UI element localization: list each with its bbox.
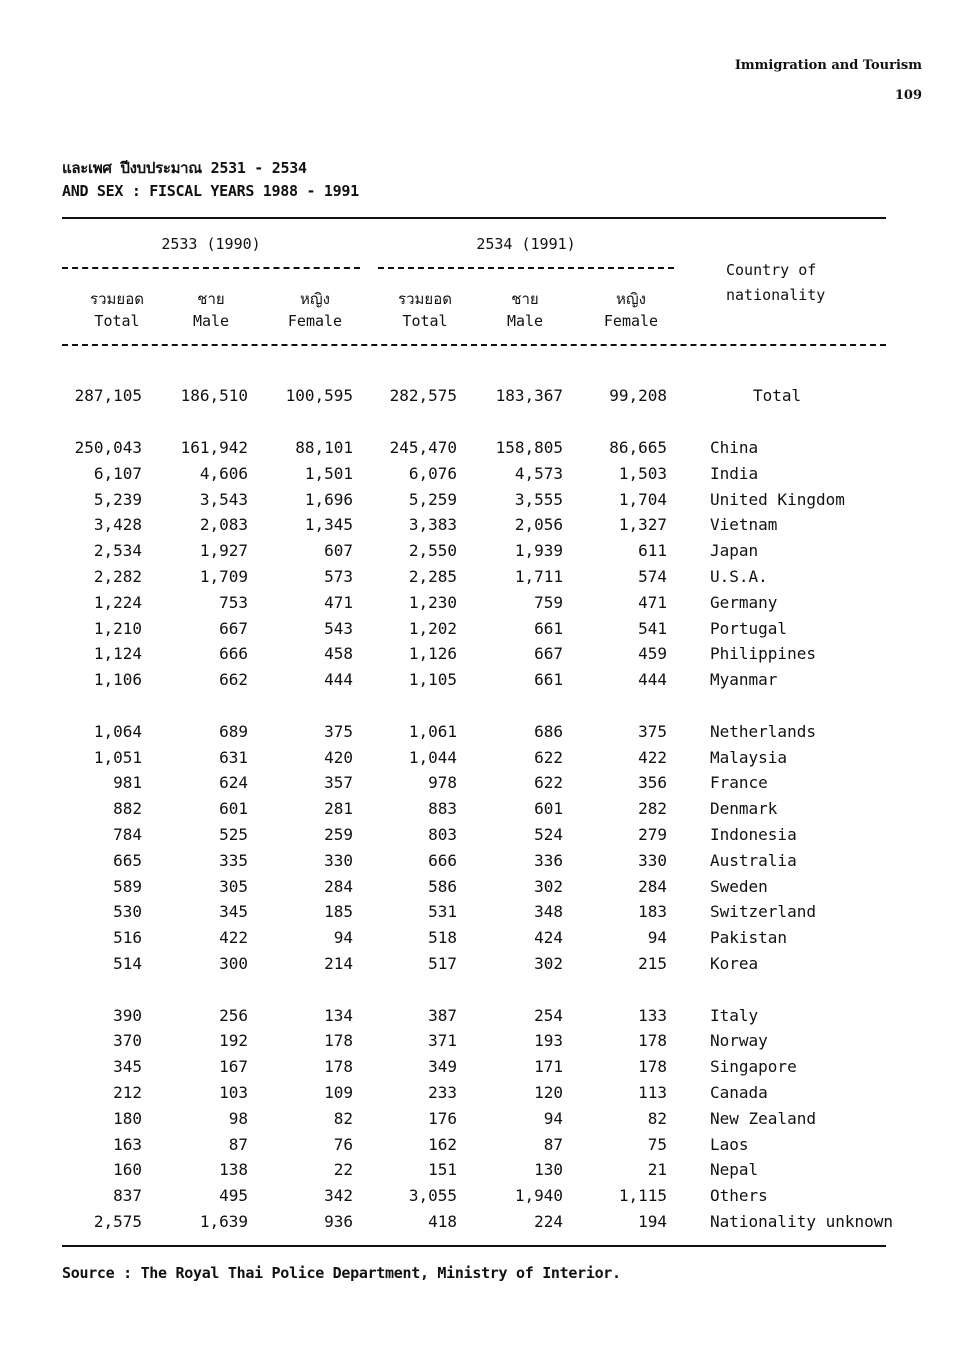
table-row [0, 1212, 966, 1236]
cell-total-1990: 5,239 [93, 489, 142, 509]
cell-male-1991: 171 [534, 1057, 563, 1077]
cell-country: United Kingdom [710, 489, 845, 509]
cell-country: Germany [710, 592, 778, 612]
cell-male-1990: 624 [219, 773, 248, 793]
cell-female-1991: 194 [638, 1212, 667, 1231]
cell-male-1990: 138 [219, 1160, 248, 1180]
cell-female-1990: 109 [324, 1083, 353, 1102]
cell-country: Malaysia [710, 747, 788, 767]
table-row [0, 799, 966, 823]
col-total-1990-thai: รวมยอด [90, 290, 144, 308]
cell-male-1990: 256 [219, 1005, 248, 1025]
cell-female-1991: 94 [647, 928, 667, 948]
cell-female-1990: 357 [324, 773, 353, 793]
cell-country: Myanmar [710, 670, 778, 690]
cell-total-1991: 978 [428, 773, 457, 793]
cell-total-1991: 3,383 [408, 515, 457, 535]
cell-male-1991: 348 [534, 902, 563, 922]
col-female-1990-thai: หญิง [300, 290, 330, 308]
col-male-1991-thai: ชาย [511, 290, 539, 308]
cell-country: Singapore [710, 1057, 797, 1077]
cell-male-1991: 601 [534, 799, 563, 819]
cell-male-1991: 302 [534, 954, 563, 973]
cell-female-1991: 1,115 [618, 1186, 667, 1206]
cell-male-1990: 3,543 [199, 489, 248, 509]
cell-male-1990: 192 [219, 1031, 248, 1051]
cell-country: India [710, 463, 759, 483]
cell-female-1990: 1,501 [304, 463, 353, 483]
cell-male-1991: 661 [534, 670, 563, 690]
col-male-1990: Male [192, 312, 230, 330]
cell-male-1991: 2,056 [514, 515, 563, 535]
group-header-1991: 2534 (1991) [476, 235, 576, 253]
cell-total-1990: 589 [113, 876, 142, 896]
cell-country: Canada [710, 1083, 768, 1102]
cell-female-1990: 22 [333, 1160, 353, 1180]
cell-male-1991: 224 [534, 1212, 563, 1231]
cell-country: Laos [710, 1134, 749, 1154]
cell-female-1991: 178 [638, 1031, 667, 1051]
cell-male-1990: 662 [219, 670, 248, 690]
cell-male-1990: 1,927 [199, 541, 248, 561]
cell-total-1990: 345 [113, 1057, 142, 1077]
cell-total-1991: 1,230 [408, 592, 457, 612]
cell-country: Sweden [710, 876, 768, 896]
cell-female-1991: 541 [638, 618, 667, 638]
cell-female-1991: 21 [647, 1160, 667, 1180]
cell-female-1990: 471 [324, 592, 353, 612]
page-number: 109 [894, 88, 922, 103]
col-male-1991: Male [506, 312, 544, 330]
cell-total-1990: 1,124 [93, 644, 142, 664]
cell-total-1990: 1,224 [93, 592, 142, 612]
cell-female-1991: 1,704 [618, 489, 667, 509]
cell-total-1990: 212 [113, 1083, 142, 1102]
cell-country: Total [753, 386, 802, 405]
cell-male-1991: 94 [543, 1108, 563, 1128]
cell-total-1991: 1,044 [408, 747, 457, 767]
cell-male-1991: 302 [534, 876, 563, 896]
table-row [0, 1135, 966, 1159]
cell-female-1991: 183 [638, 902, 667, 922]
cell-total-1990: 530 [113, 902, 142, 922]
cell-male-1991: 158,805 [495, 438, 563, 457]
cell-male-1991: 524 [534, 825, 563, 844]
cell-male-1990: 1,709 [199, 567, 248, 586]
table-row [0, 515, 966, 539]
table-row [0, 902, 966, 926]
cell-male-1991: 4,573 [514, 463, 563, 483]
cell-female-1991: 82 [647, 1108, 667, 1128]
table-row [0, 851, 966, 875]
cell-female-1990: 259 [324, 825, 353, 844]
col-female-1991: Female [603, 312, 659, 330]
cell-total-1991: 883 [428, 799, 457, 819]
col-total-1991: Total [402, 312, 448, 330]
cell-male-1990: 300 [219, 954, 248, 973]
table-row [0, 825, 966, 849]
cell-country: Australia [710, 850, 797, 870]
cell-total-1990: 2,282 [93, 567, 142, 586]
cell-female-1990: 281 [324, 799, 353, 819]
table-row [0, 773, 966, 797]
cell-female-1991: 375 [638, 721, 667, 741]
cell-country: Italy [710, 1005, 759, 1025]
col-country-line1: Country of [726, 261, 817, 279]
cell-total-1990: 370 [113, 1031, 142, 1051]
cell-country: Netherlands [710, 721, 816, 741]
cell-female-1991: 178 [638, 1057, 667, 1077]
cell-male-1991: 661 [534, 618, 563, 638]
cell-total-1991: 387 [428, 1005, 457, 1025]
cell-male-1991: 622 [534, 747, 563, 767]
cell-female-1991: 279 [638, 825, 667, 844]
cell-country: Denmark [710, 799, 778, 819]
cell-female-1991: 330 [638, 850, 667, 870]
cell-country: Pakistan [710, 928, 788, 948]
table-row [0, 722, 966, 746]
cell-female-1990: 82 [333, 1108, 353, 1128]
table-row [0, 1057, 966, 1081]
source-note: Source : The Royal Thai Police Department, Ministry of Interior. [62, 1264, 621, 1282]
cell-country: Philippines [710, 644, 816, 664]
table-row [0, 877, 966, 901]
cell-total-1990: 665 [113, 850, 142, 870]
cell-total-1991: 245,470 [389, 438, 457, 457]
cell-male-1991: 183,367 [495, 386, 563, 405]
cell-total-1991: 531 [428, 902, 457, 922]
cell-country: U.S.A. [710, 567, 768, 586]
cell-total-1991: 666 [428, 850, 457, 870]
cell-female-1991: 422 [638, 747, 667, 767]
cell-female-1990: 178 [324, 1057, 353, 1077]
table-row [0, 438, 966, 462]
cell-male-1990: 161,942 [180, 438, 248, 457]
cell-total-1991: 1,126 [408, 644, 457, 664]
cell-male-1991: 1,711 [514, 567, 563, 586]
cell-total-1991: 282,575 [389, 386, 457, 405]
cell-total-1990: 2,534 [93, 541, 142, 561]
table-row [0, 1160, 966, 1184]
cell-total-1991: 349 [428, 1057, 457, 1077]
cell-female-1991: 99,208 [609, 386, 667, 405]
cell-male-1990: 601 [219, 799, 248, 819]
cell-country: France [710, 773, 768, 793]
cell-male-1990: 1,639 [199, 1212, 248, 1231]
cell-female-1990: 1,345 [304, 515, 353, 535]
cell-female-1990: 100,595 [285, 386, 353, 405]
cell-total-1991: 1,105 [408, 670, 457, 690]
cell-total-1990: 514 [113, 954, 142, 973]
cell-female-1990: 444 [324, 670, 353, 690]
table-row [0, 567, 966, 591]
cell-total-1991: 3,055 [408, 1186, 457, 1206]
cell-female-1990: 1,696 [304, 489, 353, 509]
cell-total-1990: 882 [113, 799, 142, 819]
cell-female-1990: 330 [324, 850, 353, 870]
cell-female-1991: 282 [638, 799, 667, 819]
cell-total-1991: 518 [428, 928, 457, 948]
cell-male-1990: 186,510 [180, 386, 248, 405]
col-female-1991-thai: หญิง [616, 290, 646, 308]
cell-female-1990: 76 [333, 1134, 353, 1154]
cell-male-1990: 753 [219, 592, 248, 612]
col-female-1990: Female [287, 312, 343, 330]
cell-country: Portugal [710, 618, 788, 638]
cell-female-1990: 375 [324, 721, 353, 741]
cell-female-1990: 573 [324, 567, 353, 586]
cell-country: Nationality unknown [710, 1212, 894, 1231]
cell-female-1990: 420 [324, 747, 353, 767]
cell-total-1991: 586 [428, 876, 457, 896]
cell-female-1990: 185 [324, 902, 353, 922]
cell-female-1991: 356 [638, 773, 667, 793]
cell-total-1990: 1,051 [93, 747, 142, 767]
cell-total-1990: 1,210 [93, 618, 142, 638]
table-row [0, 464, 966, 488]
table-row [0, 670, 966, 694]
cell-total-1991: 803 [428, 825, 457, 844]
group-header-1990: 2533 (1990) [161, 235, 261, 253]
cell-total-1991: 6,076 [408, 463, 457, 483]
cell-female-1990: 458 [324, 644, 353, 664]
table-row [0, 1083, 966, 1107]
cell-male-1990: 305 [219, 876, 248, 896]
cell-total-1990: 3,428 [93, 515, 142, 535]
cell-male-1990: 103 [219, 1083, 248, 1102]
cell-female-1990: 88,101 [295, 438, 353, 457]
cell-male-1990: 335 [219, 850, 248, 870]
cell-total-1991: 1,061 [408, 721, 457, 741]
cell-total-1990: 250,043 [74, 438, 142, 457]
cell-male-1990: 689 [219, 721, 248, 741]
cell-male-1990: 4,606 [199, 463, 248, 483]
cell-female-1991: 75 [647, 1134, 667, 1154]
cell-total-1991: 162 [428, 1134, 457, 1154]
cell-male-1990: 167 [219, 1057, 248, 1077]
cell-female-1990: 178 [324, 1031, 353, 1051]
table-row [0, 928, 966, 952]
cell-country: Nepal [710, 1160, 759, 1180]
cell-female-1990: 607 [324, 541, 353, 561]
col-male-1990-thai: ชาย [197, 290, 225, 308]
table-title-english: AND SEX : FISCAL YEARS 1988 - 1991 [62, 182, 359, 200]
cell-female-1991: 86,665 [609, 438, 667, 457]
table-row [0, 1186, 966, 1210]
cell-total-1990: 981 [113, 773, 142, 793]
cell-country: Japan [710, 541, 759, 561]
cell-male-1991: 193 [534, 1031, 563, 1051]
cell-female-1990: 936 [324, 1212, 353, 1231]
cell-male-1990: 525 [219, 825, 248, 844]
cell-country: Vietnam [710, 515, 778, 535]
cell-total-1990: 390 [113, 1005, 142, 1025]
table-row [0, 644, 966, 668]
cell-female-1991: 574 [638, 567, 667, 586]
cell-male-1990: 667 [219, 618, 248, 638]
cell-male-1990: 422 [219, 928, 248, 948]
cell-male-1991: 686 [534, 721, 563, 741]
cell-female-1991: 444 [638, 670, 667, 690]
bottom-rule [62, 1245, 886, 1247]
cell-female-1990: 214 [324, 954, 353, 973]
cell-female-1991: 113 [638, 1083, 667, 1102]
cell-male-1991: 254 [534, 1005, 563, 1025]
cell-male-1991: 667 [534, 644, 563, 664]
cell-male-1990: 87 [228, 1134, 248, 1154]
cell-female-1991: 1,327 [618, 515, 667, 535]
cell-total-1991: 2,285 [408, 567, 457, 586]
cell-total-1990: 837 [113, 1186, 142, 1206]
table-row [0, 593, 966, 617]
cell-total-1990: 163 [113, 1134, 142, 1154]
table-row [0, 1109, 966, 1133]
cell-male-1991: 622 [534, 773, 563, 793]
col-total-1990: Total [94, 312, 140, 330]
col-total-1991-thai: รวมยอด [398, 290, 452, 308]
cell-female-1990: 342 [324, 1186, 353, 1206]
cell-total-1990: 6,107 [93, 463, 142, 483]
cell-male-1991: 424 [534, 928, 563, 948]
cell-total-1991: 517 [428, 954, 457, 973]
cell-male-1991: 87 [543, 1134, 563, 1154]
cell-female-1990: 284 [324, 876, 353, 896]
cell-male-1991: 1,939 [514, 541, 563, 561]
cell-female-1991: 133 [638, 1005, 667, 1025]
cell-female-1990: 134 [324, 1005, 353, 1025]
cell-total-1990: 180 [113, 1108, 142, 1128]
cell-country: Switzerland [710, 902, 816, 922]
table-row [0, 1006, 966, 1030]
cell-total-1990: 287,105 [74, 386, 142, 405]
cell-country: Others [710, 1186, 768, 1206]
cell-male-1991: 130 [534, 1160, 563, 1180]
cell-country: New Zealand [710, 1108, 816, 1128]
cell-total-1990: 160 [113, 1160, 142, 1180]
cell-total-1990: 1,106 [93, 670, 142, 690]
cell-total-1991: 151 [428, 1160, 457, 1180]
cell-female-1991: 284 [638, 876, 667, 896]
cell-total-1991: 1,202 [408, 618, 457, 638]
cell-male-1990: 2,083 [199, 515, 248, 535]
cell-male-1991: 120 [534, 1083, 563, 1102]
cell-male-1990: 345 [219, 902, 248, 922]
table-row [0, 748, 966, 772]
cell-total-1990: 784 [113, 825, 142, 844]
cell-male-1991: 336 [534, 850, 563, 870]
cell-female-1991: 471 [638, 592, 667, 612]
cell-female-1990: 543 [324, 618, 353, 638]
cell-country: Korea [710, 954, 759, 973]
cell-total-1991: 5,259 [408, 489, 457, 509]
table-title-thai: และเพศ ปีงบประมาณ 2531 - 2534 [62, 159, 307, 177]
cell-total-1990: 2,575 [93, 1212, 142, 1231]
cell-female-1991: 611 [638, 541, 667, 561]
cell-country: China [710, 438, 759, 457]
cell-male-1991: 759 [534, 592, 563, 612]
table-row [0, 954, 966, 978]
section-title: Immigration and Tourism [734, 58, 922, 73]
cell-male-1990: 631 [219, 747, 248, 767]
table-row [0, 490, 966, 514]
cell-male-1991: 1,940 [514, 1186, 563, 1206]
cell-total-1991: 233 [428, 1083, 457, 1102]
table-row [0, 541, 966, 565]
cell-male-1990: 495 [219, 1186, 248, 1206]
cell-total-1990: 1,064 [93, 721, 142, 741]
cell-male-1990: 98 [228, 1108, 248, 1128]
cell-total-1991: 2,550 [408, 541, 457, 561]
cell-total-1991: 418 [428, 1212, 457, 1231]
cell-female-1990: 94 [333, 928, 353, 948]
table-row-total [0, 386, 966, 410]
cell-total-1991: 176 [428, 1108, 457, 1128]
cell-female-1991: 215 [638, 954, 667, 973]
table-row [0, 1031, 966, 1055]
cell-total-1991: 371 [428, 1031, 457, 1051]
table-row [0, 619, 966, 643]
cell-total-1990: 516 [113, 928, 142, 948]
cell-country: Indonesia [710, 825, 797, 844]
cell-female-1991: 459 [638, 644, 667, 664]
cell-country: Norway [710, 1031, 768, 1051]
cell-male-1991: 3,555 [514, 489, 563, 509]
col-country-line2: nationality [726, 286, 826, 304]
cell-female-1991: 1,503 [618, 463, 667, 483]
cell-male-1990: 666 [219, 644, 248, 664]
